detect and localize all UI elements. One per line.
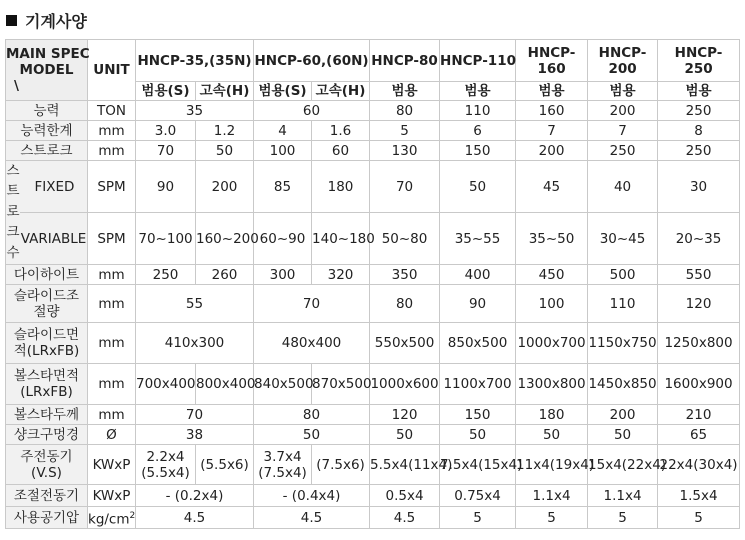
table-cell: 4.5 <box>370 507 440 529</box>
table-cell: 30~45 <box>588 213 658 265</box>
table-cell: - (0.4x4) <box>254 485 370 507</box>
table-row <box>6 425 740 445</box>
table-cell: 180 <box>312 161 370 213</box>
table-cell: 80 <box>370 101 440 121</box>
table-cell: 1450x850 <box>588 364 658 405</box>
table-cell: 5.5x4(11x4) <box>370 445 440 485</box>
table-row <box>6 323 740 364</box>
corner-model: MODEL <box>19 62 74 78</box>
table-cell: 90 <box>440 285 516 323</box>
table-cell: - (0.2x4) <box>136 485 254 507</box>
table-cell: 500 <box>588 265 658 285</box>
table-cell: 40 <box>588 161 658 213</box>
table-cell: 60~90 <box>254 213 312 265</box>
row-unit: Ø <box>88 425 136 445</box>
table-cell: 1.2 <box>196 121 254 141</box>
table-cell: 4.5 <box>136 507 254 529</box>
table-cell: 70 <box>254 285 370 323</box>
table-cell: 35 <box>136 101 254 121</box>
table-row <box>6 161 740 213</box>
table-cell: 7 <box>516 121 588 141</box>
row-unit: TON <box>88 101 136 121</box>
table-cell: 5 <box>658 507 740 529</box>
table-cell: 1.1x4 <box>588 485 658 507</box>
row-unit: SPM <box>88 161 136 213</box>
table-cell: 1.1x4 <box>516 485 588 507</box>
row-label-capacity-limit: 능력한계 <box>6 121 88 141</box>
row-label-capacity: 능력 <box>6 101 88 121</box>
table-cell: 50 <box>196 141 254 161</box>
row-label-shank-hole: 샹크구멍경 <box>6 425 88 445</box>
row-label-main-motor <box>6 445 88 485</box>
table-cell: 1150x750 <box>588 323 658 364</box>
table-cell: 200 <box>196 161 254 213</box>
sub-200-general: 범용 <box>588 82 658 101</box>
table-cell: 80 <box>370 285 440 323</box>
model-hncp-80: HNCP-80 <box>370 40 440 82</box>
unit-header: UNIT <box>88 40 136 101</box>
label-line1: 볼스타면적 <box>13 368 80 384</box>
table-cell: 160 <box>516 101 588 121</box>
table-cell: (7.5x6) <box>312 445 370 485</box>
table-cell: 210 <box>658 405 740 425</box>
sub-35-general: 범용(S) <box>136 82 196 101</box>
table-cell: 35~50 <box>516 213 588 265</box>
table-cell: 550x500 <box>370 323 440 364</box>
sub-110-general: 범용 <box>440 82 516 101</box>
table-cell: 1600x900 <box>658 364 740 405</box>
row-unit: mm <box>88 141 136 161</box>
sub-250-general: 범용 <box>658 82 740 101</box>
table-cell: 11x4(19x4) <box>516 445 588 485</box>
table-cell: 320 <box>312 265 370 285</box>
label-line2: 절량 <box>33 303 60 320</box>
label-line1: 주전동기 <box>20 448 73 465</box>
table-row <box>6 141 740 161</box>
row-unit: KWxP <box>88 485 136 507</box>
cell-line2: (7.5x4) <box>258 464 307 481</box>
table-cell: 50 <box>440 425 516 445</box>
label-line2: (LRxFB) <box>20 384 73 400</box>
table-cell: 300 <box>254 265 312 285</box>
label-line2: (V.S) <box>31 464 62 481</box>
vertical-char: 수 <box>6 244 20 261</box>
table-cell: 70 <box>136 141 196 161</box>
header-row <box>6 40 740 82</box>
table-cell: 55 <box>136 285 254 323</box>
table-cell: 700x400 <box>136 364 196 405</box>
stroke-count-vertical-label <box>6 161 20 264</box>
square-bullet-icon <box>6 15 17 26</box>
table-cell: 850x500 <box>440 323 516 364</box>
table-cell: 840x500 <box>254 364 312 405</box>
model-160-line1: HNCP- <box>527 44 576 61</box>
table-cell: 260 <box>196 265 254 285</box>
row-unit: mm <box>88 364 136 405</box>
table-cell: 20~35 <box>658 213 740 265</box>
table-cell: 5 <box>588 507 658 529</box>
table-cell: 400 <box>440 265 516 285</box>
row-label-bolster-area <box>6 364 88 405</box>
model-250-line1: HNCP- <box>674 44 723 61</box>
table-cell: 140~180 <box>312 213 370 265</box>
table-cell: 1250x800 <box>658 323 740 364</box>
table-cell: 35~55 <box>440 213 516 265</box>
table-cell: 250 <box>588 141 658 161</box>
table-cell: 7 <box>588 121 658 141</box>
table-cell: 60 <box>312 141 370 161</box>
cell-line1: 2.2x4 <box>146 448 185 465</box>
table-cell: 50 <box>588 425 658 445</box>
table-cell: 4.5 <box>254 507 370 529</box>
table-cell: 180 <box>516 405 588 425</box>
table-cell: 1.5x4 <box>658 485 740 507</box>
table-cell: 38 <box>136 425 254 445</box>
variable-label: VARIABLE <box>20 230 87 247</box>
table-cell: 1300x800 <box>516 364 588 405</box>
table-cell: 870x500 <box>312 364 370 405</box>
table-cell: 800x400 <box>196 364 254 405</box>
table-cell: 150 <box>440 405 516 425</box>
table-cell: 120 <box>370 405 440 425</box>
table-cell: 5 <box>516 507 588 529</box>
table-cell: 410x300 <box>136 323 254 364</box>
table-cell: 5 <box>440 507 516 529</box>
table-cell: 120 <box>658 285 740 323</box>
fixed-label: FIXED <box>34 178 75 195</box>
row-label-air-pressure: 사용공기압 <box>6 507 88 529</box>
table-cell: 6 <box>440 121 516 141</box>
table-cell: 85 <box>254 161 312 213</box>
table-cell: 5 <box>370 121 440 141</box>
table-cell: 70~100 <box>136 213 196 265</box>
vertical-char: 크 <box>6 224 20 241</box>
machine-spec-table <box>5 39 740 529</box>
corner-header <box>6 40 88 101</box>
model-hncp-110: HNCP-110 <box>440 40 516 82</box>
vertical-char: 스 <box>6 162 20 179</box>
label-line1: 슬라이드면 <box>13 327 80 343</box>
model-hncp-200 <box>588 40 658 82</box>
row-label-slide-adjustment <box>6 285 88 323</box>
table-cell: 60 <box>254 101 370 121</box>
sub-35-high: 고속(H) <box>196 82 254 101</box>
table-cell: 45 <box>516 161 588 213</box>
sub-160-general: 범용 <box>516 82 588 101</box>
table-cell: 250 <box>136 265 196 285</box>
table-cell: 350 <box>370 265 440 285</box>
label-line1: 슬라이드조 <box>13 287 80 304</box>
sub-60-general: 범용(S) <box>254 82 312 101</box>
table-cell: 90 <box>136 161 196 213</box>
table-cell: 200 <box>588 405 658 425</box>
section-title-text: 기계사양 <box>25 11 87 31</box>
row-unit: mm <box>88 405 136 425</box>
table-cell: 200 <box>588 101 658 121</box>
table-row <box>6 405 740 425</box>
table-cell: 110 <box>440 101 516 121</box>
table-cell: 80 <box>254 405 370 425</box>
model-200-line1: HNCP- <box>598 44 647 61</box>
row-label-adjust-motor: 조절전동기 <box>6 485 88 507</box>
table-cell: 130 <box>370 141 440 161</box>
table-cell: 65 <box>658 425 740 445</box>
model-160-line2: 160 <box>537 60 566 77</box>
table-row <box>6 213 740 265</box>
table-cell: 200 <box>516 141 588 161</box>
table-cell: 70 <box>370 161 440 213</box>
row-unit: mm <box>88 265 136 285</box>
row-label-slide-area <box>6 323 88 364</box>
table-cell: 7.5x4(15x4) <box>440 445 516 485</box>
table-cell: 100 <box>254 141 312 161</box>
table-cell: 550 <box>658 265 740 285</box>
table-cell: 8 <box>658 121 740 141</box>
table-cell: 3.0 <box>136 121 196 141</box>
row-label-bolster-thickness: 볼스타두께 <box>6 405 88 425</box>
unit-superscript: 2 <box>129 510 136 521</box>
table-cell: 1100x700 <box>440 364 516 405</box>
row-label-die-height: 다이하이트 <box>6 265 88 285</box>
row-unit: SPM <box>88 213 136 265</box>
table-cell: 150 <box>440 141 516 161</box>
row-unit: mm <box>88 323 136 364</box>
table-cell <box>136 445 196 485</box>
table-row <box>6 445 740 485</box>
table-cell: 50 <box>516 425 588 445</box>
table-cell: 30 <box>658 161 740 213</box>
table-cell: 50 <box>370 425 440 445</box>
sub-60-high: 고속(H) <box>312 82 370 101</box>
table-cell: 70 <box>136 405 254 425</box>
row-label-stroke: 스트로크 <box>6 141 88 161</box>
table-cell: 50~80 <box>370 213 440 265</box>
row-unit: KWxP <box>88 445 136 485</box>
table-row <box>6 485 740 507</box>
table-row <box>6 101 740 121</box>
model-hncp-60: HNCP-60,(60N) <box>254 40 370 82</box>
vertical-char: 트 <box>6 183 20 200</box>
model-hncp-35: HNCP-35,(35N) <box>136 40 254 82</box>
row-unit: mm <box>88 285 136 323</box>
cell-line1: 3.7x4 <box>263 448 302 465</box>
table-row <box>6 121 740 141</box>
row-unit: mm <box>88 121 136 141</box>
table-row <box>6 364 740 405</box>
table-cell: (5.5x6) <box>196 445 254 485</box>
table-row <box>6 507 740 529</box>
table-cell: 50 <box>254 425 370 445</box>
model-200-line2: 200 <box>608 60 637 77</box>
table-row <box>6 285 740 323</box>
table-cell: 250 <box>658 101 740 121</box>
table-cell: 250 <box>658 141 740 161</box>
table-cell: 50 <box>440 161 516 213</box>
section-title <box>6 7 87 33</box>
table-cell: 450 <box>516 265 588 285</box>
corner-slash: \ <box>14 78 19 94</box>
table-cell: 110 <box>588 285 658 323</box>
model-hncp-160 <box>516 40 588 82</box>
table-cell: 0.5x4 <box>370 485 440 507</box>
corner-main-spec: MAIN SPEC <box>6 46 90 62</box>
table-cell: 480x400 <box>254 323 370 364</box>
model-hncp-250 <box>658 40 740 82</box>
sub-80-general: 범용 <box>370 82 440 101</box>
vertical-char: 로 <box>6 203 20 220</box>
table-cell: 1000x600 <box>370 364 440 405</box>
cell-line2: (5.5x4) <box>141 464 190 481</box>
table-cell: 160~200 <box>196 213 254 265</box>
table-cell: 100 <box>516 285 588 323</box>
row-unit <box>88 507 136 529</box>
model-250-line2: 250 <box>684 60 713 77</box>
label-line2: 적(LRxFB) <box>13 343 80 359</box>
table-cell: 4 <box>254 121 312 141</box>
table-cell: 22x4(30x4) <box>658 445 740 485</box>
table-cell <box>254 445 312 485</box>
table-row <box>6 265 740 285</box>
table-cell: 15x4(22x4) <box>588 445 658 485</box>
table-cell: 1000x700 <box>516 323 588 364</box>
unit-text: kg/cm <box>88 511 130 528</box>
table-cell: 1.6 <box>312 121 370 141</box>
table-cell: 0.75x4 <box>440 485 516 507</box>
